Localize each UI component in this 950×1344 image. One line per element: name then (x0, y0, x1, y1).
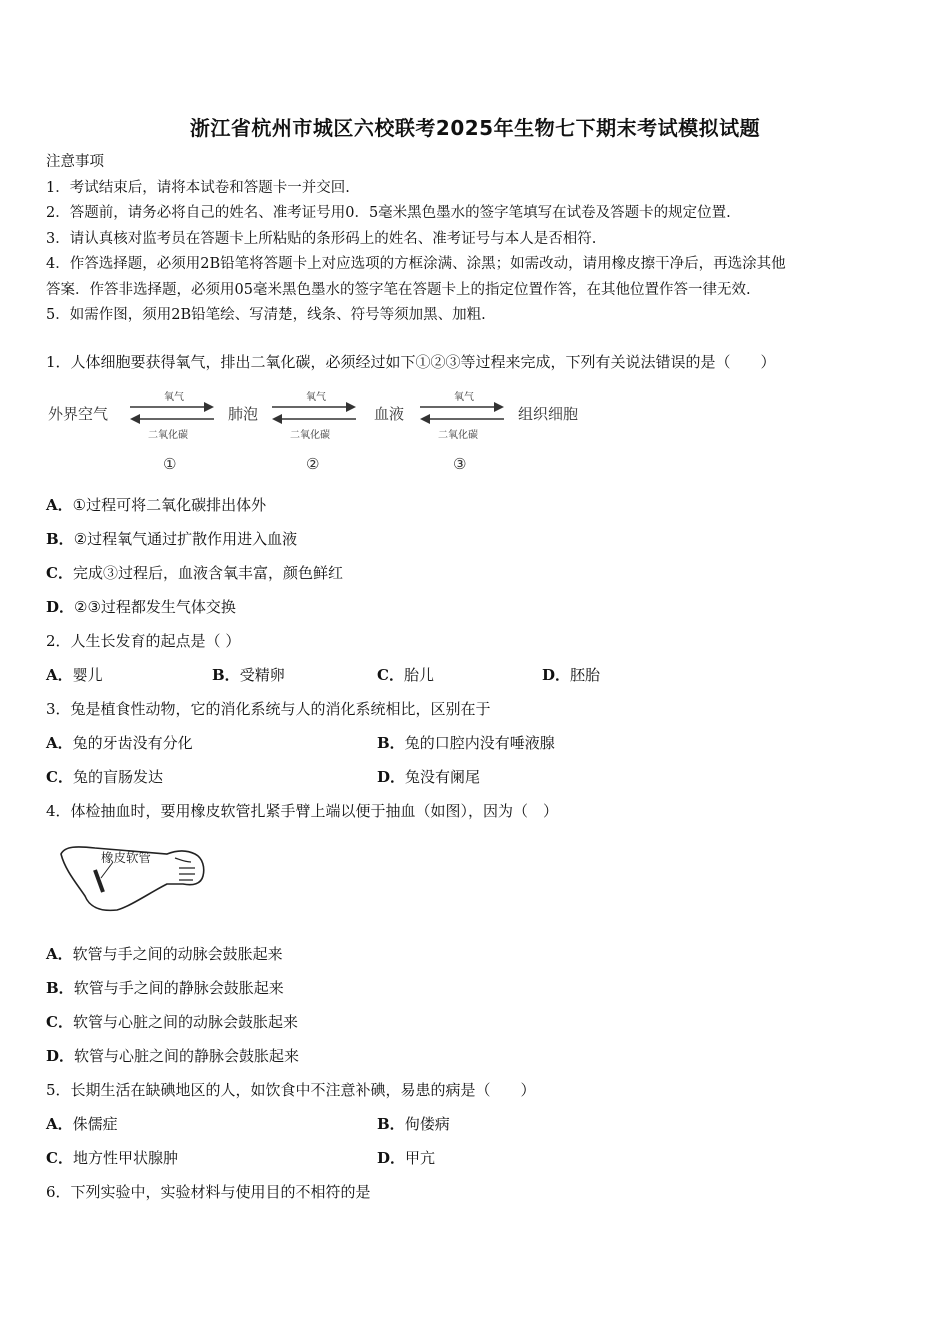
arm-tourniquet-figure (55, 840, 215, 915)
option-text: 完成③过程后，血液含氧丰富，颜色鲜红 (72, 564, 343, 582)
option-letter: D． (542, 666, 571, 684)
option-text: 佝偻病 (404, 1115, 450, 1133)
diagram-co2-label: 二氧化碳 (438, 430, 478, 441)
notice-item: 3．请认真核对监考员在答题卡上所粘贴的条形码上的姓名、准考证号与本人是否相符. (46, 230, 597, 247)
option-text: 胚胎 (570, 666, 601, 684)
diagram-node-tissue-cells: 组织细胞 (518, 405, 579, 423)
diagram-oxygen-label: 氧气 (306, 392, 326, 403)
question-3-stem: 3．兔是植食性动物，它的消化系统与人的消化系统相比，区别在于 (46, 700, 491, 718)
diagram-oxygen-label: 氧气 (454, 392, 474, 403)
diagram-step-2: ② (306, 455, 320, 473)
option-text: ②过程氧气通过扩散作用进入血液 (73, 530, 298, 548)
option-text: 胎儿 (403, 666, 434, 684)
option-letter: C． (377, 666, 404, 684)
page-title: 浙江省杭州市城区六校联考2025年生物七下期末考试模拟试题 (189, 116, 761, 140)
option-letter: A． (46, 666, 73, 684)
question-1-option-b[interactable] (46, 528, 297, 549)
option-text: 地方性甲状腺肿 (72, 1149, 178, 1167)
question-5-option-c[interactable] (46, 1147, 178, 1168)
option-letter: B． (377, 734, 405, 752)
question-5-stem: 5．长期生活在缺碘地区的人，如饮食中不注意补碘，易患的病是（ ） (46, 1081, 536, 1099)
question-2-stem: 2．人生长发育的起点是（ ） (46, 632, 241, 650)
option-letter: B． (377, 1115, 405, 1133)
question-3-option-a[interactable] (46, 732, 193, 753)
diagram-node-alveoli: 肺泡 (228, 405, 259, 423)
option-letter: A． (46, 945, 73, 963)
option-letter: B． (46, 979, 74, 997)
option-letter: D． (377, 768, 406, 786)
arm-tourniquet-label: 橡皮软管 (101, 850, 152, 865)
question-6-stem: 6．下列实验中，实验材料与使用目的不相符的是 (46, 1183, 371, 1201)
option-letter: B． (212, 666, 240, 684)
question-5-option-a[interactable] (46, 1113, 118, 1134)
option-letter: C． (46, 564, 73, 582)
notice-section (46, 150, 906, 329)
notice-item: 1．考试结束后，请将本试卷和答题卡一并交回. (46, 179, 350, 196)
diagram-node-blood: 血液 (374, 405, 405, 423)
diagram-co2-label: 二氧化碳 (148, 430, 188, 441)
option-text: 兔没有阑尾 (405, 768, 481, 786)
option-text: 软管与心脏之间的动脉会鼓胀起来 (72, 1013, 298, 1031)
question-4-option-c[interactable] (46, 1011, 298, 1032)
option-letter: D． (46, 1047, 75, 1065)
option-text: 软管与手之间的动脉会鼓胀起来 (72, 945, 283, 963)
question-5-option-d[interactable] (377, 1147, 435, 1168)
question-3-option-b[interactable] (377, 732, 555, 753)
question-2-option-b[interactable] (212, 664, 285, 685)
option-letter: B． (46, 530, 74, 548)
notice-item: 答案．作答非选择题，必须用05毫米黑色墨水的签字笔在答题卡上的指定位置作答，在其他位置作答一律无效. (46, 281, 751, 298)
option-text: 受精卵 (239, 666, 285, 684)
option-text: 兔的牙齿没有分化 (72, 734, 193, 752)
question-1-option-c[interactable] (46, 562, 343, 583)
diagram-step-1: ① (163, 455, 177, 473)
option-letter: C． (46, 768, 73, 786)
option-text: 软管与手之间的静脉会鼓胀起来 (73, 979, 284, 997)
option-letter: C． (46, 1149, 73, 1167)
option-letter: A． (46, 496, 73, 514)
option-text: 侏儒症 (72, 1115, 118, 1133)
diagram-node-outside-air: 外界空气 (48, 405, 109, 423)
diagram-arrow-pair-3 (420, 390, 504, 473)
question-4-option-a[interactable] (46, 943, 283, 964)
option-letter: A． (46, 734, 73, 752)
notice-item: 5．如需作图，须用2B铅笔绘、写清楚，线条、符号等须加黑、加粗. (46, 307, 486, 323)
notice-heading: 注意事项 (46, 154, 104, 170)
question-3-option-d[interactable] (377, 766, 480, 787)
question-1-option-d[interactable] (46, 596, 236, 617)
question-2-option-a[interactable] (46, 664, 103, 685)
option-letter: D． (377, 1149, 406, 1167)
option-text: 兔的口腔内没有唾液腺 (404, 734, 555, 752)
question-4-option-d[interactable] (46, 1045, 299, 1066)
question-1-option-a[interactable] (46, 494, 266, 515)
diagram-co2-label: 二氧化碳 (290, 430, 330, 441)
diagram-arrow-pair-1 (130, 390, 214, 473)
option-text: 兔的盲肠发达 (72, 768, 163, 786)
option-text: 婴儿 (72, 666, 103, 684)
option-letter: C． (46, 1013, 73, 1031)
question-4-stem: 4．体检抽血时，要用橡皮软管扎紧手臂上端以便于抽血（如图），因为（ ） (46, 802, 559, 820)
notice-item: 4．作答选择题，必须用2B铅笔将答题卡上对应选项的方框涂满、涂黑；如需改动，请用橡皮擦干净后，再选涂其他 (46, 256, 786, 272)
question-1-stem: 1．人体细胞要获得氧气，排出二氧化碳，必须经过如下①②③等过程来完成，下列有关说法错误的是（ ） (46, 353, 776, 371)
option-text: ①过程可将二氧化碳排出体外 (72, 496, 267, 514)
diagram-arrow-pair-2 (272, 390, 356, 473)
diagram-step-3: ③ (453, 455, 467, 473)
option-text: ②③过程都发生气体交换 (74, 598, 236, 616)
notice-item: 2．答题前，请务必将自己的姓名、准考证号用0．5毫米黑色墨水的签字笔填写在试卷及答题卡的规定位置. (46, 205, 731, 221)
option-letter: A． (46, 1115, 73, 1133)
question-2-option-c[interactable] (377, 664, 434, 685)
option-letter: D． (46, 598, 75, 616)
respiration-diagram (44, 385, 604, 480)
option-text: 软管与心脏之间的静脉会鼓胀起来 (74, 1047, 300, 1065)
diagram-oxygen-label: 氧气 (164, 392, 184, 403)
question-4-option-b[interactable] (46, 977, 284, 998)
question-2-option-d[interactable] (542, 664, 600, 685)
option-text: 甲亢 (405, 1149, 436, 1167)
question-3-option-c[interactable] (46, 766, 163, 787)
question-5-option-b[interactable] (377, 1113, 450, 1134)
